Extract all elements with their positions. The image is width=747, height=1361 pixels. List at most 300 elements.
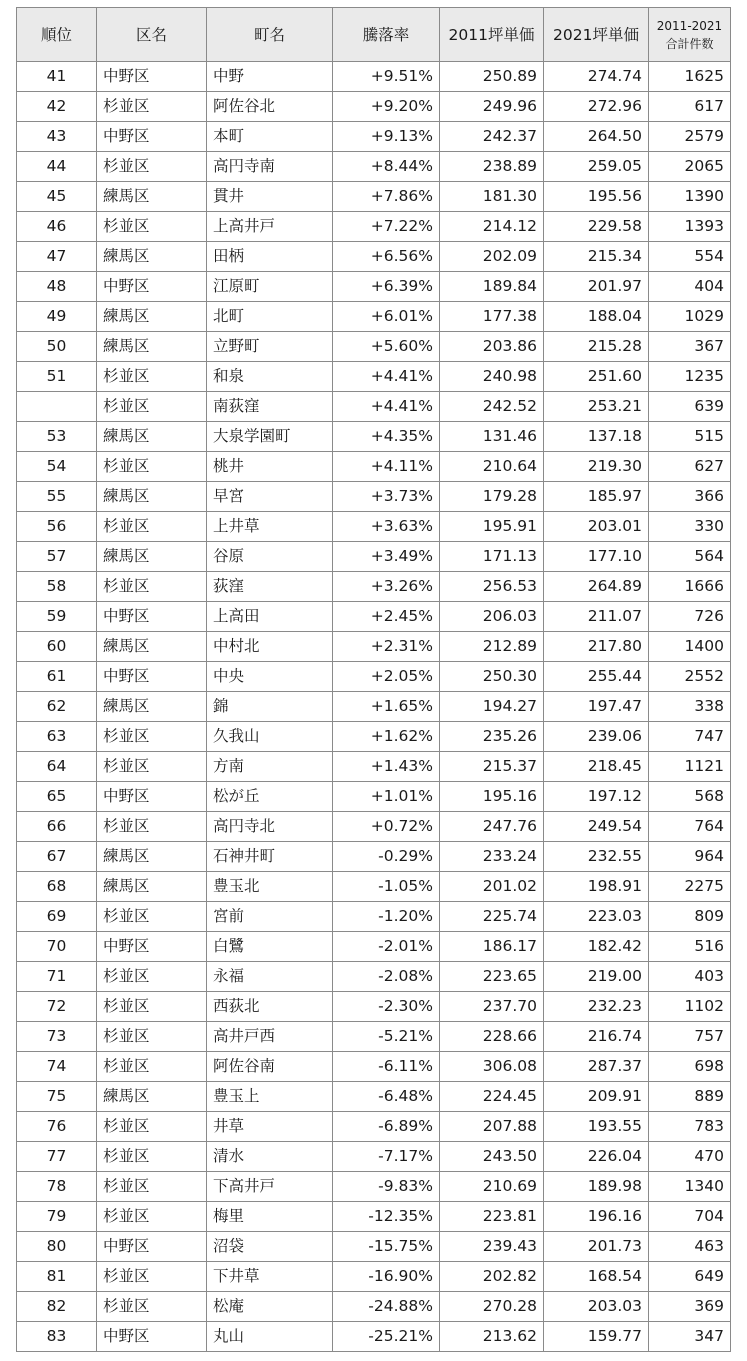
rate-cell[interactable]: +5.60% [333,332,440,362]
rank-cell[interactable]: 73 [17,1022,97,1052]
count-cell[interactable]: 369 [649,1292,731,1322]
rate-cell[interactable]: +0.72% [333,812,440,842]
rate-cell[interactable]: +2.45% [333,602,440,632]
count-cell[interactable]: 338 [649,692,731,722]
ward-cell[interactable]: 中野区 [97,122,207,152]
price-2021-cell[interactable]: 185.97 [544,482,649,512]
ward-cell[interactable]: 杉並区 [97,1202,207,1232]
count-cell[interactable]: 515 [649,422,731,452]
rank-cell[interactable]: 74 [17,1052,97,1082]
rank-cell[interactable]: 71 [17,962,97,992]
town-cell[interactable]: 豊玉上 [207,1082,333,1112]
count-cell[interactable]: 747 [649,722,731,752]
town-cell[interactable]: 大泉学園町 [207,422,333,452]
town-cell[interactable]: 高円寺南 [207,152,333,182]
town-cell[interactable]: 高井戸西 [207,1022,333,1052]
rank-cell[interactable]: 53 [17,422,97,452]
price-2011-cell[interactable]: 207.88 [440,1112,544,1142]
rate-cell[interactable]: +6.01% [333,302,440,332]
price-2011-cell[interactable]: 256.53 [440,572,544,602]
count-cell[interactable]: 1400 [649,632,731,662]
rank-cell[interactable]: 83 [17,1322,97,1352]
town-cell[interactable]: 沼袋 [207,1232,333,1262]
count-cell[interactable]: 1029 [649,302,731,332]
ward-cell[interactable]: 杉並区 [97,1292,207,1322]
header-rank[interactable]: 順位 [17,8,97,62]
ward-cell[interactable]: 杉並区 [97,752,207,782]
price-2011-cell[interactable]: 224.45 [440,1082,544,1112]
rank-cell[interactable]: 56 [17,512,97,542]
price-2021-cell[interactable]: 217.80 [544,632,649,662]
town-cell[interactable]: 上高井戸 [207,212,333,242]
ward-cell[interactable]: 杉並区 [97,92,207,122]
price-2011-cell[interactable]: 228.66 [440,1022,544,1052]
rank-cell[interactable]: 79 [17,1202,97,1232]
rate-cell[interactable]: +9.51% [333,62,440,92]
town-cell[interactable]: 宮前 [207,902,333,932]
price-2011-cell[interactable]: 237.70 [440,992,544,1022]
ward-cell[interactable]: 練馬区 [97,632,207,662]
price-2021-cell[interactable]: 253.21 [544,392,649,422]
ward-cell[interactable]: 杉並区 [97,392,207,422]
count-cell[interactable]: 617 [649,92,731,122]
rate-cell[interactable]: -2.08% [333,962,440,992]
price-2021-cell[interactable]: 274.74 [544,62,649,92]
price-2011-cell[interactable]: 249.96 [440,92,544,122]
price-2011-cell[interactable]: 210.64 [440,452,544,482]
count-cell[interactable]: 463 [649,1232,731,1262]
price-2011-cell[interactable]: 214.12 [440,212,544,242]
price-2011-cell[interactable]: 177.38 [440,302,544,332]
ward-cell[interactable]: 練馬区 [97,182,207,212]
ward-cell[interactable]: 杉並区 [97,722,207,752]
price-2011-cell[interactable]: 270.28 [440,1292,544,1322]
count-cell[interactable]: 1625 [649,62,731,92]
price-2021-cell[interactable]: 216.74 [544,1022,649,1052]
rank-cell[interactable]: 51 [17,362,97,392]
price-2021-cell[interactable]: 203.03 [544,1292,649,1322]
rate-cell[interactable]: +1.01% [333,782,440,812]
price-2021-cell[interactable]: 203.01 [544,512,649,542]
rate-cell[interactable]: -16.90% [333,1262,440,1292]
rate-cell[interactable]: +1.62% [333,722,440,752]
price-2011-cell[interactable]: 181.30 [440,182,544,212]
count-cell[interactable]: 1340 [649,1172,731,1202]
ward-cell[interactable]: 中野区 [97,272,207,302]
price-2011-cell[interactable]: 202.82 [440,1262,544,1292]
price-2021-cell[interactable]: 287.37 [544,1052,649,1082]
count-cell[interactable]: 809 [649,902,731,932]
header-town[interactable]: 町名 [207,8,333,62]
rank-cell[interactable]: 67 [17,842,97,872]
rank-cell[interactable]: 82 [17,1292,97,1322]
town-cell[interactable]: 早宮 [207,482,333,512]
price-2011-cell[interactable]: 242.37 [440,122,544,152]
rate-cell[interactable]: -0.29% [333,842,440,872]
rate-cell[interactable]: -6.89% [333,1112,440,1142]
town-cell[interactable]: 松庵 [207,1292,333,1322]
price-2021-cell[interactable]: 219.30 [544,452,649,482]
rank-cell[interactable]: 76 [17,1112,97,1142]
count-cell[interactable]: 347 [649,1322,731,1352]
price-2021-cell[interactable]: 259.05 [544,152,649,182]
price-2011-cell[interactable]: 201.02 [440,872,544,902]
price-2021-cell[interactable]: 201.73 [544,1232,649,1262]
price-2021-cell[interactable]: 232.23 [544,992,649,1022]
rank-cell[interactable]: 70 [17,932,97,962]
rate-cell[interactable]: -6.11% [333,1052,440,1082]
rate-cell[interactable]: +2.31% [333,632,440,662]
rate-cell[interactable]: +9.13% [333,122,440,152]
rank-cell[interactable]: 68 [17,872,97,902]
rate-cell[interactable]: +8.44% [333,152,440,182]
rate-cell[interactable]: -12.35% [333,1202,440,1232]
count-cell[interactable]: 964 [649,842,731,872]
price-2011-cell[interactable]: 171.13 [440,542,544,572]
rate-cell[interactable]: -7.17% [333,1142,440,1172]
ward-cell[interactable]: 中野区 [97,1232,207,1262]
rate-cell[interactable]: +2.05% [333,662,440,692]
count-cell[interactable]: 783 [649,1112,731,1142]
price-2011-cell[interactable]: 243.50 [440,1142,544,1172]
ward-cell[interactable]: 練馬区 [97,842,207,872]
price-2021-cell[interactable]: 226.04 [544,1142,649,1172]
price-2011-cell[interactable]: 239.43 [440,1232,544,1262]
count-cell[interactable]: 649 [649,1262,731,1292]
ward-cell[interactable]: 練馬区 [97,302,207,332]
town-cell[interactable]: 和泉 [207,362,333,392]
rank-cell[interactable]: 55 [17,482,97,512]
rank-cell[interactable]: 65 [17,782,97,812]
count-cell[interactable]: 1390 [649,182,731,212]
price-2021-cell[interactable]: 197.47 [544,692,649,722]
price-2011-cell[interactable]: 247.76 [440,812,544,842]
price-2011-cell[interactable]: 306.08 [440,1052,544,1082]
rate-cell[interactable]: +1.65% [333,692,440,722]
header-ward[interactable]: 区名 [97,8,207,62]
rate-cell[interactable]: +4.11% [333,452,440,482]
ward-cell[interactable]: 中野区 [97,932,207,962]
town-cell[interactable]: 北町 [207,302,333,332]
town-cell[interactable]: 下高井戸 [207,1172,333,1202]
price-2021-cell[interactable]: 255.44 [544,662,649,692]
price-2011-cell[interactable]: 242.52 [440,392,544,422]
count-cell[interactable]: 516 [649,932,731,962]
price-2021-cell[interactable]: 177.10 [544,542,649,572]
count-cell[interactable]: 564 [649,542,731,572]
price-2021-cell[interactable]: 251.60 [544,362,649,392]
price-2021-cell[interactable]: 195.56 [544,182,649,212]
count-cell[interactable]: 2552 [649,662,731,692]
ward-cell[interactable]: 練馬区 [97,692,207,722]
town-cell[interactable]: 南荻窪 [207,392,333,422]
price-2021-cell[interactable]: 215.28 [544,332,649,362]
count-cell[interactable]: 889 [649,1082,731,1112]
town-cell[interactable]: 谷原 [207,542,333,572]
price-2011-cell[interactable]: 250.30 [440,662,544,692]
price-2011-cell[interactable]: 203.86 [440,332,544,362]
rate-cell[interactable]: +4.35% [333,422,440,452]
rank-cell[interactable]: 61 [17,662,97,692]
rate-cell[interactable]: -6.48% [333,1082,440,1112]
town-cell[interactable]: 錦 [207,692,333,722]
ward-cell[interactable]: 杉並区 [97,212,207,242]
ward-cell[interactable]: 杉並区 [97,1142,207,1172]
rate-cell[interactable]: -5.21% [333,1022,440,1052]
ward-cell[interactable]: 杉並区 [97,572,207,602]
rate-cell[interactable]: -1.20% [333,902,440,932]
count-cell[interactable]: 554 [649,242,731,272]
rate-cell[interactable]: +7.22% [333,212,440,242]
price-2021-cell[interactable]: 197.12 [544,782,649,812]
price-2011-cell[interactable]: 223.81 [440,1202,544,1232]
price-2021-cell[interactable]: 272.96 [544,92,649,122]
ward-cell[interactable]: 杉並区 [97,152,207,182]
town-cell[interactable]: 清水 [207,1142,333,1172]
ward-cell[interactable]: 杉並区 [97,452,207,482]
price-2021-cell[interactable]: 196.16 [544,1202,649,1232]
price-2011-cell[interactable]: 240.98 [440,362,544,392]
price-2011-cell[interactable]: 189.84 [440,272,544,302]
rate-cell[interactable]: -25.21% [333,1322,440,1352]
price-2011-cell[interactable]: 250.89 [440,62,544,92]
price-2011-cell[interactable]: 195.91 [440,512,544,542]
price-2011-cell[interactable]: 215.37 [440,752,544,782]
price-2021-cell[interactable]: 182.42 [544,932,649,962]
header-total-count[interactable] [649,8,731,62]
price-2021-cell[interactable]: 201.97 [544,272,649,302]
ward-cell[interactable]: 練馬区 [97,242,207,272]
rate-cell[interactable]: +3.49% [333,542,440,572]
price-2021-cell[interactable]: 209.91 [544,1082,649,1112]
header-rate[interactable]: 騰落率 [333,8,440,62]
town-cell[interactable]: 田柄 [207,242,333,272]
count-cell[interactable]: 2065 [649,152,731,182]
price-2021-cell[interactable]: 137.18 [544,422,649,452]
rank-cell[interactable]: 57 [17,542,97,572]
ward-cell[interactable]: 杉並区 [97,1172,207,1202]
rate-cell[interactable]: +3.73% [333,482,440,512]
town-cell[interactable]: 松が丘 [207,782,333,812]
price-2021-cell[interactable]: 159.77 [544,1322,649,1352]
rate-cell[interactable]: +3.26% [333,572,440,602]
count-cell[interactable]: 1666 [649,572,731,602]
ward-cell[interactable]: 練馬区 [97,482,207,512]
count-cell[interactable]: 366 [649,482,731,512]
rank-cell[interactable]: 77 [17,1142,97,1172]
header-price-2011[interactable]: 2011坪単価 [440,8,544,62]
town-cell[interactable]: 下井草 [207,1262,333,1292]
ward-cell[interactable]: 杉並区 [97,362,207,392]
ward-cell[interactable]: 練馬区 [97,332,207,362]
town-cell[interactable]: 豊玉北 [207,872,333,902]
price-2021-cell[interactable]: 215.34 [544,242,649,272]
town-cell[interactable]: 桃井 [207,452,333,482]
rank-cell[interactable]: 50 [17,332,97,362]
rank-cell[interactable]: 63 [17,722,97,752]
count-cell[interactable]: 2275 [649,872,731,902]
rank-cell[interactable]: 44 [17,152,97,182]
rank-cell[interactable]: 47 [17,242,97,272]
rank-cell[interactable]: 43 [17,122,97,152]
town-cell[interactable]: 丸山 [207,1322,333,1352]
count-cell[interactable]: 1102 [649,992,731,1022]
rate-cell[interactable]: +4.41% [333,392,440,422]
ward-cell[interactable]: 杉並区 [97,812,207,842]
count-cell[interactable]: 726 [649,602,731,632]
price-2021-cell[interactable]: 264.89 [544,572,649,602]
count-cell[interactable]: 403 [649,962,731,992]
rank-cell[interactable]: 69 [17,902,97,932]
price-2011-cell[interactable]: 213.62 [440,1322,544,1352]
price-2021-cell[interactable]: 264.50 [544,122,649,152]
price-2021-cell[interactable]: 188.04 [544,302,649,332]
price-2011-cell[interactable]: 179.28 [440,482,544,512]
ward-cell[interactable]: 練馬区 [97,542,207,572]
price-2011-cell[interactable]: 131.46 [440,422,544,452]
rank-cell[interactable]: 80 [17,1232,97,1262]
price-2011-cell[interactable]: 210.69 [440,1172,544,1202]
price-2021-cell[interactable]: 249.54 [544,812,649,842]
rate-cell[interactable]: +6.56% [333,242,440,272]
ward-cell[interactable]: 中野区 [97,62,207,92]
price-2021-cell[interactable]: 223.03 [544,902,649,932]
price-2021-cell[interactable]: 218.45 [544,752,649,782]
ward-cell[interactable]: 中野区 [97,662,207,692]
count-cell[interactable]: 1235 [649,362,731,392]
rate-cell[interactable]: -2.01% [333,932,440,962]
town-cell[interactable]: 中央 [207,662,333,692]
price-2011-cell[interactable]: 233.24 [440,842,544,872]
ward-cell[interactable]: 中野区 [97,782,207,812]
rank-cell[interactable]: 78 [17,1172,97,1202]
ward-cell[interactable]: 中野区 [97,1322,207,1352]
town-cell[interactable]: 井草 [207,1112,333,1142]
count-cell[interactable]: 764 [649,812,731,842]
rank-cell[interactable]: 66 [17,812,97,842]
rate-cell[interactable]: -24.88% [333,1292,440,1322]
price-2011-cell[interactable]: 235.26 [440,722,544,752]
price-2021-cell[interactable]: 239.06 [544,722,649,752]
rate-cell[interactable]: -9.83% [333,1172,440,1202]
rank-cell[interactable]: 62 [17,692,97,722]
ward-cell[interactable]: 杉並区 [97,1022,207,1052]
price-2011-cell[interactable]: 202.09 [440,242,544,272]
count-cell[interactable]: 627 [649,452,731,482]
town-cell[interactable]: 白鷺 [207,932,333,962]
count-cell[interactable]: 330 [649,512,731,542]
rank-cell[interactable]: 41 [17,62,97,92]
count-cell[interactable]: 568 [649,782,731,812]
header-price-2021[interactable]: 2021坪単価 [544,8,649,62]
rank-cell[interactable]: 54 [17,452,97,482]
rank-cell[interactable]: 75 [17,1082,97,1112]
rank-cell[interactable]: 48 [17,272,97,302]
town-cell[interactable]: 上井草 [207,512,333,542]
rate-cell[interactable]: +9.20% [333,92,440,122]
price-2011-cell[interactable]: 194.27 [440,692,544,722]
count-cell[interactable]: 757 [649,1022,731,1052]
ward-cell[interactable]: 杉並区 [97,512,207,542]
price-2011-cell[interactable]: 195.16 [440,782,544,812]
ward-cell[interactable]: 練馬区 [97,422,207,452]
price-2021-cell[interactable]: 211.07 [544,602,649,632]
town-cell[interactable]: 石神井町 [207,842,333,872]
rank-cell[interactable]: 42 [17,92,97,122]
town-cell[interactable]: 久我山 [207,722,333,752]
ward-cell[interactable]: 杉並区 [97,1112,207,1142]
rank-cell[interactable]: 58 [17,572,97,602]
town-cell[interactable]: 荻窪 [207,572,333,602]
price-2011-cell[interactable]: 238.89 [440,152,544,182]
ward-cell[interactable]: 中野区 [97,602,207,632]
rank-cell[interactable]: 59 [17,602,97,632]
price-2011-cell[interactable]: 186.17 [440,932,544,962]
town-cell[interactable]: 阿佐谷南 [207,1052,333,1082]
town-cell[interactable]: 中野 [207,62,333,92]
town-cell[interactable]: 上高田 [207,602,333,632]
town-cell[interactable]: 梅里 [207,1202,333,1232]
town-cell[interactable]: 江原町 [207,272,333,302]
town-cell[interactable]: 本町 [207,122,333,152]
count-cell[interactable]: 639 [649,392,731,422]
ward-cell[interactable]: 杉並区 [97,1262,207,1292]
rank-cell[interactable]: 72 [17,992,97,1022]
rate-cell[interactable]: -1.05% [333,872,440,902]
price-2011-cell[interactable]: 225.74 [440,902,544,932]
rate-cell[interactable]: +4.41% [333,362,440,392]
rate-cell[interactable]: +6.39% [333,272,440,302]
town-cell[interactable]: 中村北 [207,632,333,662]
rank-cell[interactable]: 49 [17,302,97,332]
rate-cell[interactable]: +3.63% [333,512,440,542]
rank-cell[interactable]: 45 [17,182,97,212]
ward-cell[interactable]: 練馬区 [97,872,207,902]
ward-cell[interactable]: 練馬区 [97,1082,207,1112]
count-cell[interactable]: 1121 [649,752,731,782]
town-cell[interactable]: 西荻北 [207,992,333,1022]
rate-cell[interactable]: +1.43% [333,752,440,782]
ward-cell[interactable]: 杉並区 [97,902,207,932]
price-2021-cell[interactable]: 168.54 [544,1262,649,1292]
rank-cell[interactable]: 64 [17,752,97,782]
price-2021-cell[interactable]: 229.58 [544,212,649,242]
rank-cell[interactable]: 81 [17,1262,97,1292]
town-cell[interactable]: 高円寺北 [207,812,333,842]
town-cell[interactable]: 永福 [207,962,333,992]
price-2011-cell[interactable]: 206.03 [440,602,544,632]
count-cell[interactable]: 1393 [649,212,731,242]
count-cell[interactable]: 2579 [649,122,731,152]
rank-cell[interactable]: 46 [17,212,97,242]
count-cell[interactable]: 704 [649,1202,731,1232]
price-2011-cell[interactable]: 212.89 [440,632,544,662]
price-2021-cell[interactable]: 198.91 [544,872,649,902]
rate-cell[interactable]: +7.86% [333,182,440,212]
price-2021-cell[interactable]: 219.00 [544,962,649,992]
ward-cell[interactable]: 杉並区 [97,1052,207,1082]
ward-cell[interactable]: 杉並区 [97,992,207,1022]
count-cell[interactable]: 698 [649,1052,731,1082]
price-2021-cell[interactable]: 232.55 [544,842,649,872]
town-cell[interactable]: 立野町 [207,332,333,362]
count-cell[interactable]: 367 [649,332,731,362]
price-2011-cell[interactable]: 223.65 [440,962,544,992]
rate-cell[interactable]: -2.30% [333,992,440,1022]
price-2021-cell[interactable]: 189.98 [544,1172,649,1202]
ward-cell[interactable]: 杉並区 [97,962,207,992]
rank-cell[interactable] [17,392,97,422]
